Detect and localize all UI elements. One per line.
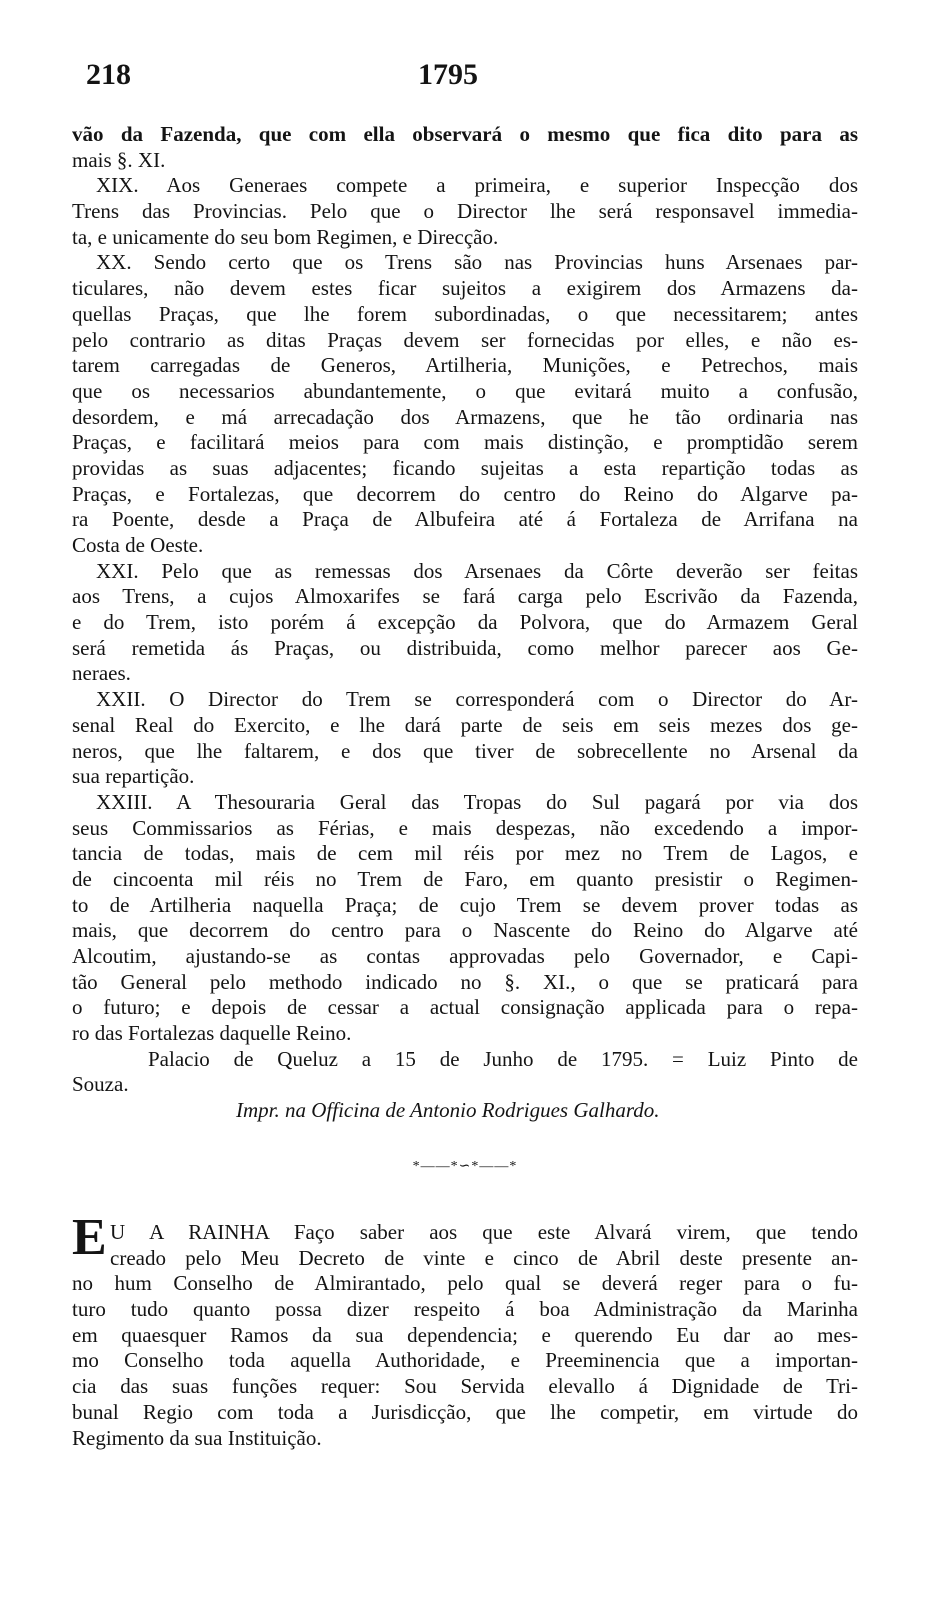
text-line: Praças, e Fortalezas, que decorrem do centro do Reino do Algarve pa-	[72, 481, 858, 506]
text-line: mais §. XI.	[72, 147, 166, 172]
text-line: aos Trens, a cujos Almoxarifes se fará carga pelo Escrivão da Fazenda,	[72, 584, 858, 609]
decree-line: no hum Conselho de Almirantado, pelo qual se deverá reger para o fu-	[72, 1271, 858, 1296]
text-line: quellas Praças, que lhe forem subordinadas, o que necessitarem; antes	[72, 301, 858, 326]
text-line: senal Real do Exercito, e lhe dará parte de seis em seis mezes dos ge-	[72, 712, 858, 737]
text-line: tão General pelo methodo indicado no §. XI., o que se praticará para	[72, 969, 858, 994]
text-line: de cincoenta mil réis no Trem de Faro, em quanto presistir o Regimen-	[72, 866, 858, 891]
text-line: que os necessarios abundantemente, o que evitará muito a confusão,	[72, 378, 858, 403]
page-number: 218	[86, 58, 131, 91]
text-line: desordem, e má arrecadação dos Armazens, que he tão ordinaria nas	[72, 404, 858, 429]
text-line: neros, que lhe faltarem, e dos que tiver de sobrecellente no Arsenal da	[72, 738, 858, 763]
decree-line: U A RAINHA Faço saber aos que este Alvará virem, que tendo	[110, 1220, 858, 1244]
text-line: será remetida ás Praças, ou distribuida, como melhor parecer aos Ge-	[72, 635, 858, 660]
text-line: ro das Fortalezas daquelle Reino.	[72, 1021, 352, 1046]
text-line: XX. Sendo certo que os Trens são nas Provincias huns Arsenaes par-	[96, 250, 858, 275]
text-line: Trens das Provincias. Pelo que o Director lhe será responsavel immedia-	[72, 199, 858, 224]
text-line: sua repartição.	[72, 764, 195, 789]
text-line: Palacio de Queluz a 15 de Junho de 1795. = Luiz Pinto de	[148, 1046, 858, 1071]
decree-line: creado pelo Meu Decreto de vinte e cinco de Abril deste presente an-	[110, 1245, 858, 1270]
decree-text	[72, 1209, 858, 1451]
text-line: XXII. O Director do Trem se corresponderá com o Director do Ar-	[96, 687, 858, 712]
text-line: ta, e unicamente do seu bom Regimen, e Direcção.	[72, 224, 499, 249]
decree-line: bunal Regio com toda a Jurisdicção, que lhe competir, em virtude do	[72, 1399, 858, 1424]
text-line: tancia de todas, mais de cem mil réis por mez no Trem de Lagos, e	[72, 841, 858, 866]
text-line: Praças, e facilitará meios para com mais distinção, e promptidão serem	[72, 430, 858, 455]
text-line: Souza.	[72, 1072, 129, 1097]
decree-line: Regimento da sua Instituição.	[72, 1425, 322, 1450]
decree-line: em quaesquer Ramos da sua dependencia; e querendo Eu dar ao mes-	[72, 1322, 858, 1347]
decree-line: mo Conselho toda aquella Authoridade, e Preeminencia que a importan-	[72, 1348, 858, 1373]
text-line: ticulares, não devem estes ficar sujeitos a exigirem dos Armazens da-	[72, 276, 858, 301]
text-line: XXIII. A Thesouraria Geral das Tropas do Sul pagará por via dos	[96, 789, 858, 814]
text-line: e do Trem, isto porém á excepção da Polvora, que do Armazem Geral	[72, 610, 858, 635]
text-line: XXI. Pelo que as remessas dos Arsenaes da Côrte deverão ser feitas	[96, 558, 858, 583]
decree-line: turo tudo quanto possa dizer respeito á boa Administração da Marinha	[72, 1297, 858, 1322]
text-line: vão da Fazenda, que com ella observará o mesmo que fica dito para as	[72, 122, 858, 146]
section-ornament: *——*∽*——*	[412, 1159, 518, 1174]
body-text	[72, 122, 858, 1124]
text-line: providas as suas adjacentes; ficando sujeitas a esta repartição todas as	[72, 455, 858, 480]
drop-cap: E	[72, 1209, 107, 1266]
text-line: to de Artilheria naquella Praça; de cujo Trem se devem prover todas as	[72, 892, 858, 917]
text-line: mais, que decorrem do centro para o Nascente do Reino do Algarve até	[72, 918, 858, 943]
page-year: 1795	[418, 58, 478, 91]
page-header	[0, 58, 930, 98]
text-line: neraes.	[72, 661, 131, 686]
text-line: Costa de Oeste.	[72, 533, 204, 557]
text-line: Impr. na Officina de Antonio Rodrigues Galhardo.	[236, 1098, 660, 1123]
text-line: o futuro; e depois de cessar a actual consignação applicada para o repa-	[72, 995, 858, 1020]
text-line: XIX. Aos Generaes compete a primeira, e superior Inspecção dos	[96, 173, 858, 198]
text-line: ra Poente, desde a Praça de Albufeira até á Fortaleza de Arrifana na	[72, 507, 858, 532]
text-line: Alcoutim, ajustando-se as contas approvadas pelo Governador, e Capi-	[72, 944, 858, 968]
decree-line: cia das suas funções requer: Sou Servida elevallo á Dignidade de Tri-	[72, 1374, 858, 1399]
text-line: tarem carregadas de Generos, Artilheria, Munições, e Petrechos, mais	[72, 353, 858, 378]
text-line: pelo contrario as ditas Praças devem ser fornecidas por elles, e não es-	[72, 327, 858, 352]
text-line: seus Commissarios as Férias, e mais despezas, não excedendo a impor-	[72, 815, 858, 840]
